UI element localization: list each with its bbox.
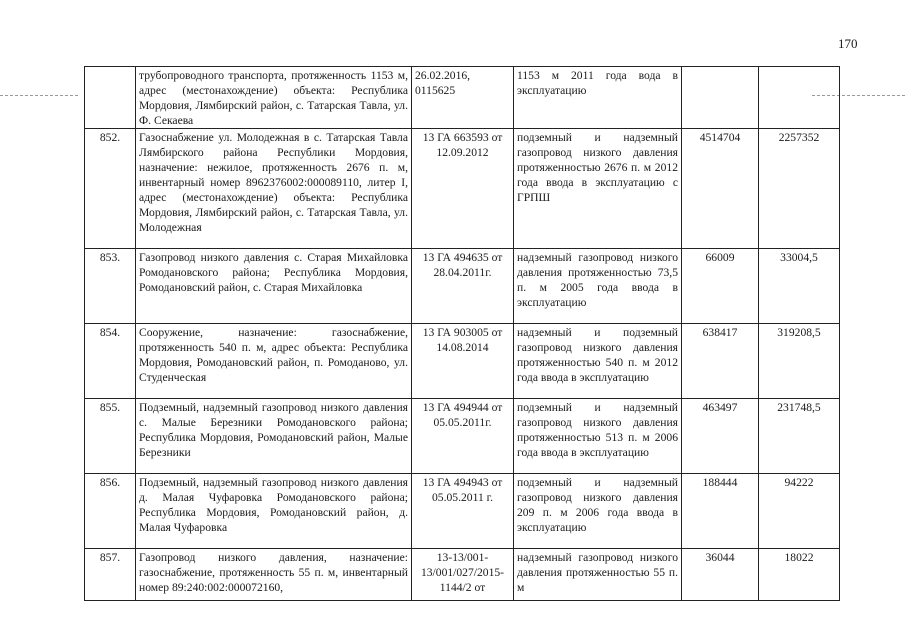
registration-certificate: 13 ГА 494635 от 28.04.2011г. — [412, 249, 514, 324]
object-value: 36044 — [682, 549, 759, 601]
object-value: 66009 — [682, 249, 759, 324]
object-value: 188444 — [682, 474, 759, 549]
object-description: трубопроводного транспорта, протяженность 1153 м, адрес (местонахождение) объекта: Республика Мордовия, Лямбирский район, с. Татарская Тавла, ул. Ф. Секаева — [136, 67, 412, 129]
registration-certificate: 26.02.2016, 0115625 — [412, 67, 514, 129]
row-number: 855. — [85, 399, 136, 474]
registration-certificate: 13 ГА 494944 от 05.05.2011г. — [412, 399, 514, 474]
object-value: 4514704 — [682, 129, 759, 249]
object-half-value: 231748,5 — [759, 399, 840, 474]
page-number: 170 — [838, 36, 858, 51]
registration-certificate: 13 ГА 663593 от 12.09.2012 — [412, 129, 514, 249]
object-description: Газопровод низкого давления с. Старая Михайловка Ромодановского района; Республика Мордовия, Ромодановский район, с. Старая Михайловка — [136, 249, 412, 324]
table-row — [85, 399, 840, 474]
table-row — [85, 249, 840, 324]
object-value: 638417 — [682, 324, 759, 399]
object-characteristics: 1153 м 2011 года вода в эксплуатацию — [514, 67, 682, 129]
object-description: Сооружение, назначение: газоснабжение, протяженность 540 п. м, адрес объекта: Республика Мордовия, Ромодановский район, п. Ромоданово, ул. Студенческая — [136, 324, 412, 399]
object-half-value: 33004,5 — [759, 249, 840, 324]
object-description: Подземный, надземный газопровод низкого давления д. Малая Чуфаровка Ромодановского района; Республика Мордовия, Ромодановский район, д. Малая Чуфаровка — [136, 474, 412, 549]
object-characteristics: подземный и надземный газопровод низкого давления протяженностью 513 п. м 2006 года ввода в эксплуатацию — [514, 399, 682, 474]
row-number: 854. — [85, 324, 136, 399]
object-description: Газоснабжение ул. Молодежная в с. Татарская Тавла Лямбирского района Республики Мордовия, назначение: нежилое, протяженность 2676 п. м, инвентарный номер 8962376002:000089110, литер I, адрес (местонахождение) объекта: Республика Мордовия, Лямбирский район, с. Татарская Тавла, ул. Молодежная — [136, 129, 412, 249]
table-row — [85, 67, 840, 129]
object-half-value: 94222 — [759, 474, 840, 549]
scan-artifact-line-left — [0, 95, 78, 96]
object-value — [682, 67, 759, 129]
registration-certificate: 13-13/001- 13/001/027/2015- 1144/2 от — [412, 549, 514, 601]
object-half-value: 2257352 — [759, 129, 840, 249]
object-half-value — [759, 67, 840, 129]
row-number — [85, 67, 136, 129]
row-number: 856. — [85, 474, 136, 549]
object-description: Подземный, надземный газопровод низкого давления с. Малые Березники Ромодановского района; Республика Мордовия, Ромодановский район, Малые Березники — [136, 399, 412, 474]
object-value: 463497 — [682, 399, 759, 474]
property-registry-table — [84, 66, 840, 601]
object-characteristics: подземный и надземный газопровод низкого давления 209 п. м 2006 года ввода в эксплуатацию — [514, 474, 682, 549]
table-row — [85, 474, 840, 549]
object-half-value: 18022 — [759, 549, 840, 601]
table-row — [85, 129, 840, 249]
table-row — [85, 324, 840, 399]
registration-certificate: 13 ГА 903005 от 14.08.2014 — [412, 324, 514, 399]
row-number: 852. — [85, 129, 136, 249]
object-characteristics: надземный газопровод низкого давления протяженностью 73,5 п. м 2005 года ввода в эксплуатацию — [514, 249, 682, 324]
row-number: 857. — [85, 549, 136, 601]
object-description: Газопровод низкого давления, назначение: газоснабжение, протяженность 55 п. м, инвентарный номер 89:240:002:000072160, — [136, 549, 412, 601]
object-characteristics: подземный и надземный газопровод низкого давления протяженностью 2676 п. м 2012 года ввода в эксплуатацию с ГРПШ — [514, 129, 682, 249]
object-characteristics: надземный газопровод низкого давления протяженностью 55 п. м — [514, 549, 682, 601]
object-characteristics: надземный и подземный газопровод низкого давления протяженностью 540 п. м 2012 года ввода в эксплуатацию — [514, 324, 682, 399]
registration-certificate: 13 ГА 494943 от 05.05.2011 г. — [412, 474, 514, 549]
row-number: 853. — [85, 249, 136, 324]
table-row — [85, 549, 840, 601]
object-half-value: 319208,5 — [759, 324, 840, 399]
